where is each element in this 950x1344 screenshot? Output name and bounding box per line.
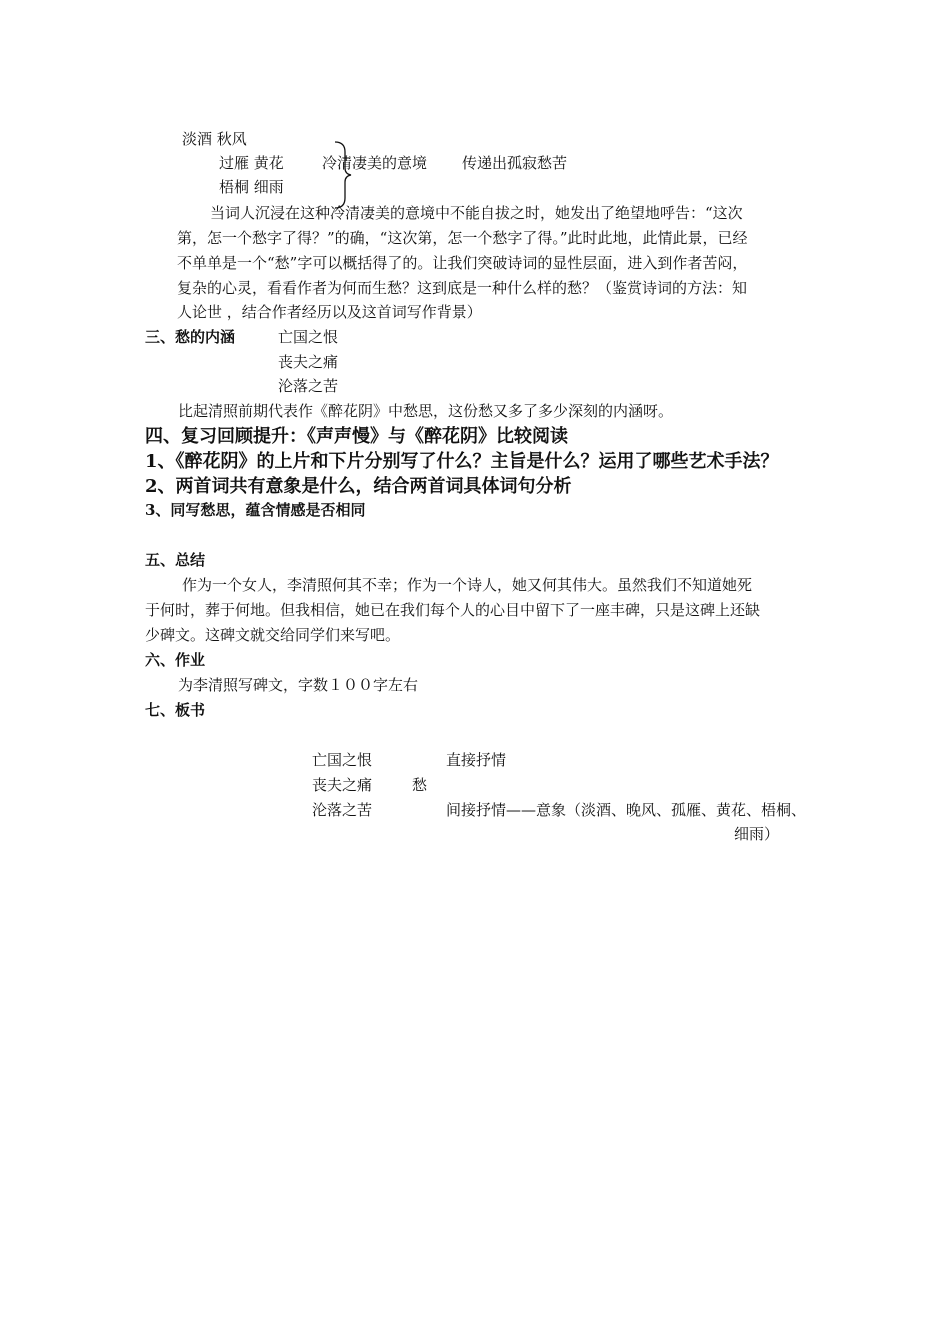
board-item: 丧夫之痛 bbox=[312, 776, 373, 794]
board-item: 沦落之苦 bbox=[312, 801, 373, 819]
summary-line: 于何时，葬于何地。但我相信，她已在我们每个人的心目中留下了一座丰碑，只是这碑上还缺 bbox=[145, 601, 761, 619]
section-heading: 六、作业 bbox=[145, 651, 206, 669]
paragraph-line: 不单单是一个“愁”字可以概括得了的。让我们突破诗词的显性层面，进入到作者苦闷， bbox=[177, 254, 748, 272]
section-heading: 三、愁的内涵 bbox=[145, 328, 236, 346]
imagery-row-1: 淡酒 秋风 bbox=[182, 130, 247, 148]
connotation-item: 丧夫之痛 bbox=[278, 353, 339, 371]
section-note: 比起清照前期代表作《醉花阴》中愁思，这份愁又多了多少深刻的内涵呀。 bbox=[178, 402, 674, 420]
summary-line: 作为一个女人，李清照何其不幸；作为一个诗人，她又何其伟大。虽然我们不知道她死 bbox=[182, 576, 753, 594]
connotation-item: 沦落之苦 bbox=[278, 377, 339, 395]
question-item: 3、同写愁思，蕴含情感是否相同 bbox=[145, 501, 366, 519]
section-heading: 五、总结 bbox=[145, 551, 206, 569]
section-heading: 七、板书 bbox=[145, 701, 206, 719]
paragraph-line: 第，怎一个愁字了得？”的确，“这次第，怎一个愁字了得。”此时此地，此情此景，已经 bbox=[177, 229, 748, 247]
section-heading: 四、复习回顾提升：《声声慢》与《醉花阴》比较阅读 bbox=[145, 426, 568, 447]
paragraph-line: 复杂的心灵，看看作者为何而生愁？这到底是一种什么样的愁？（鉴赏诗词的方法：知 bbox=[177, 279, 748, 297]
imagery-row-2: 过雁 黄花 bbox=[219, 154, 284, 172]
board-direct: 直接抒情 bbox=[446, 751, 507, 769]
question-item: 2、两首词共有意象是什么，结合两首词具体词句分析 bbox=[145, 476, 572, 497]
question-item: 1、《醉花阴》的上片和下片分别写了什么？主旨是什么？运用了哪些艺术手法？ bbox=[145, 451, 779, 472]
summary-line: 少碑文。这碑文就交给同学们来写吧。 bbox=[145, 626, 401, 644]
board-center: 愁 bbox=[412, 776, 428, 794]
board-indirect: 间接抒情——意象（淡酒、晚风、孤雁、黄花、梧桐、 bbox=[446, 801, 807, 819]
imagery-mood: 冷清凄美的意境 bbox=[322, 154, 428, 172]
board-indirect-cont: 细雨） bbox=[734, 825, 780, 843]
paragraph-line: 人论世 ，结合作者经历以及这首词写作背景） bbox=[177, 303, 482, 321]
connotation-item: 亡国之恨 bbox=[278, 328, 339, 346]
paragraph-line: 当词人沉浸在这种冷清凄美的意境中不能自拔之时，她发出了绝望地呼告：“这次 bbox=[210, 204, 743, 222]
imagery-row-3: 梧桐 细雨 bbox=[219, 178, 284, 196]
homework-task: 为李清照写碑文，字数１００字左右 bbox=[178, 676, 419, 694]
right-brace-icon bbox=[333, 140, 353, 210]
imagery-effect: 传递出孤寂愁苦 bbox=[462, 154, 568, 172]
board-item: 亡国之恨 bbox=[312, 751, 373, 769]
